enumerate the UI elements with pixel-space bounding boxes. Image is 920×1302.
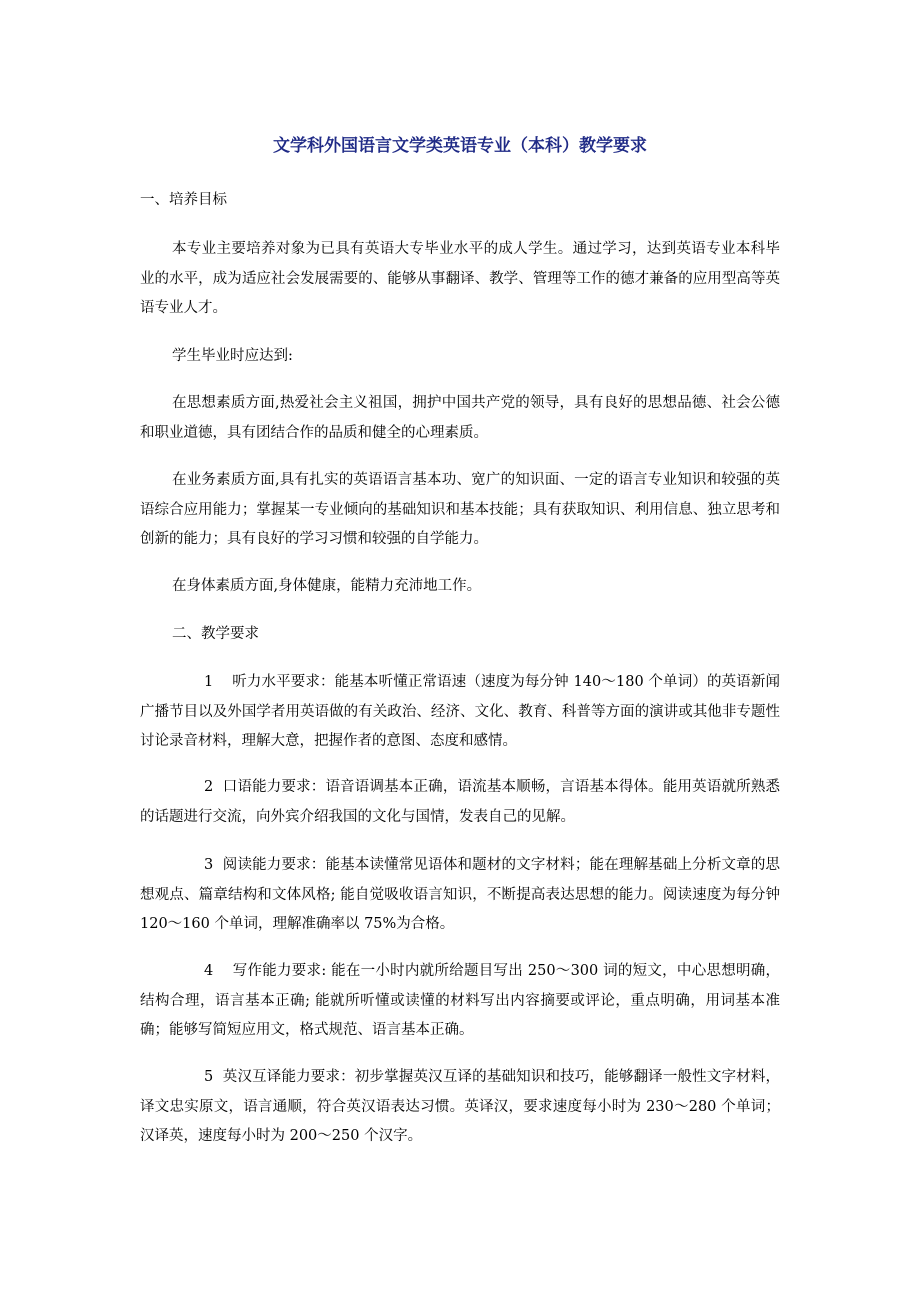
list-item-number: 4 [204,963,214,979]
section-heading-training-goals: 一、培养目标 [140,192,227,208]
list-item-number: 1 [204,674,214,690]
list-item-writing [140,957,780,1046]
list-item-translation [140,1063,780,1152]
list-item-number: 5 [204,1069,214,1085]
section-heading-teaching-requirements: 二、教学要求 [172,626,259,642]
list-item-number: 3 [204,857,214,873]
list-item-text: 写作能力要求: 能在一小时内就所给题目写出 250～300 词的短文，中心思想明确，结构合理，语言基本正确; 能就所听懂或读懂的材料写出内容摘要或评论，重点明确，用词基本准确；能够写简短应用文，格式规范、语言基本正确。 [140,963,781,1038]
paragraph-professional: 在业务素质方面,具有扎实的英语语言基本功、宽广的知识面、一定的语言专业知识和较强的英语综合应用能力；掌握某一专业倾向的基础知识和基本技能；具有获取知识、利用信息、独立思考和创新的能力；具有良好的学习习惯和较强的自学能力。 [140,472,780,547]
paragraph-physical: 在身体素质方面,身体健康，能精力充沛地工作。 [172,578,482,594]
list-item-speaking [140,773,780,832]
list-item-text: 听力水平要求：能基本听懂正常语速（速度为每分钟 140～180 个单词）的英语新闻广播节目以及外国学者用英语做的有关政治、经济、文化、教育、科普等方面的演讲或其他非专题性讨论录音材料，理解大意，把握作者的意图、态度和感情。 [140,674,780,749]
list-item-listening [140,668,780,757]
paragraph-graduation-lead: 学生毕业时应达到: [172,348,293,364]
paragraph-ideology: 在思想素质方面,热爱社会主义祖国，拥护中国共产党的领导，具有良好的思想品德、社会公德和职业道德，具有团结合作的品质和健全的心理素质。 [140,395,780,441]
list-item-text: 阅读能力要求：能基本读懂常见语体和题材的文字材料；能在理解基础上分析文章的思想观点、篇章结构和文体风格; 能自觉吸收语言知识，不断提高表达思想的能力。阅读速度为每分钟 120～160 个单词，理解准确率以 75%为合格。 [140,857,781,932]
list-item-reading [140,851,780,940]
list-item-text: 口语能力要求：语音语调基本正确，语流基本顺畅，言语基本得体。能用英语就所熟悉的话题进行交流，向外宾介绍我国的文化与国情，发表自己的见解。 [140,779,781,825]
paragraph-intro: 本专业主要培养对象为已具有英语大专毕业水平的成人学生。通过学习，达到英语专业本科毕业的水平，成为适应社会发展需要的、能够从事翻译、教学、管理等工作的德才兼备的应用型高等英语专业人才。 [140,241,780,316]
list-item-number: 2 [204,779,214,795]
document-title: 文学科外国语言文学类英语专业（本科）教学要求 [273,136,647,156]
list-item-text: 英汉互译能力要求：初步掌握英汉互译的基础知识和技巧，能够翻译一般性文字材料，译文忠实原文，语言通顺，符合英汉语表达习惯。英译汉，要求速度每小时为 230～280 个单词；汉译英，速度每小时为 200～250 个汉字。 [140,1069,781,1144]
